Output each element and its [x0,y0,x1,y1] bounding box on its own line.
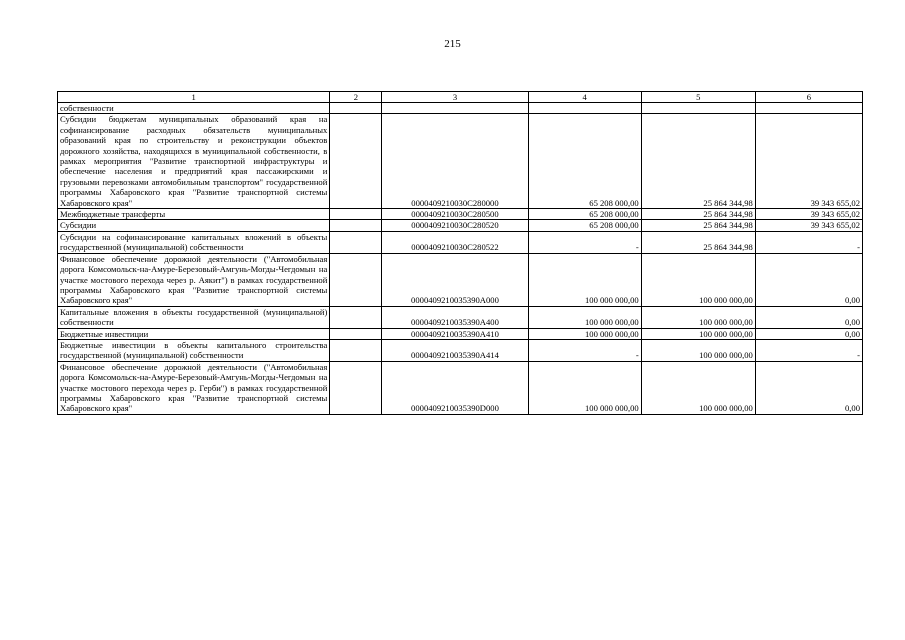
row-approved-amount: - [528,231,641,253]
row-column-2 [330,339,382,361]
row-executed-amount: 25 864 344,98 [641,114,755,209]
row-approved-amount: 100 000 000,00 [528,328,641,339]
table-row [58,209,863,220]
column-header: 4 [528,92,641,103]
row-classification-code: 0000409210035390A414 [382,339,528,361]
row-classification-code: 0000409210035390A000 [382,253,528,306]
row-approved-amount: 65 208 000,00 [528,114,641,209]
row-executed-amount: 25 864 344,98 [641,209,755,220]
row-classification-code: 0000409210030C280520 [382,220,528,231]
page-number: 215 [444,38,461,50]
table-row [58,114,863,209]
budget-table-body [58,92,863,415]
column-header: 6 [755,92,862,103]
row-description: Субсидии [58,220,330,231]
row-approved-amount [528,103,641,114]
row-description: Финансовое обеспечение дорожной деятельности ("Автомобильная дорога Комсомольск-на-Амуре-Березовый-Амгунь-Могды-Чегдомын на участке мостового перехода через р. Аякит") в рамках государственной программы Хабаровского края "Развитие транспортной системы Хабаровского края" [58,253,330,306]
row-classification-code: 0000409210035390A410 [382,328,528,339]
table-row [58,231,863,253]
table-row [58,361,863,414]
row-remaining-amount: 0,00 [755,361,862,414]
row-approved-amount: 100 000 000,00 [528,253,641,306]
row-remaining-amount: 39 343 655,02 [755,209,862,220]
row-column-2 [330,114,382,209]
row-description: Финансовое обеспечение дорожной деятельности ("Автомобильная дорога Комсомольск-на-Амуре-Березовый-Амгунь-Могды-Чегдомын на участке мостового перехода через р. Герби") в рамках государственной программы Хабаровского края "Развитие транспортной системы Хабаровского края" [58,361,330,414]
row-approved-amount: 65 208 000,00 [528,209,641,220]
table-row [58,339,863,361]
row-description: Капитальные вложения в объекты государственной (муниципальной) собственности [58,306,330,328]
budget-table [57,91,863,415]
row-executed-amount: 25 864 344,98 [641,231,755,253]
table-row [58,220,863,231]
row-description: Бюджетные инвестиции в объекты капитального строительства государственной (муниципальной) собственности [58,339,330,361]
table-row [58,306,863,328]
row-classification-code: 0000409210035390D000 [382,361,528,414]
column-header: 3 [382,92,528,103]
row-column-2 [330,209,382,220]
row-column-2 [330,361,382,414]
row-remaining-amount [755,103,862,114]
row-description: Бюджетные инвестиции [58,328,330,339]
row-remaining-amount: 0,00 [755,328,862,339]
row-column-2 [330,328,382,339]
row-column-2 [330,253,382,306]
row-executed-amount: 25 864 344,98 [641,220,755,231]
table-row [58,328,863,339]
row-executed-amount: 100 000 000,00 [641,328,755,339]
row-description: собственности [58,103,330,114]
row-approved-amount: 100 000 000,00 [528,306,641,328]
row-remaining-amount: 39 343 655,02 [755,114,862,209]
row-approved-amount: 100 000 000,00 [528,361,641,414]
row-remaining-amount: 0,00 [755,253,862,306]
row-executed-amount [641,103,755,114]
row-executed-amount: 100 000 000,00 [641,339,755,361]
column-header: 1 [58,92,330,103]
row-description: Субсидии на софинансирование капитальных вложений в объекты государственной (муниципальной) собственности [58,231,330,253]
row-remaining-amount: - [755,339,862,361]
row-remaining-amount: - [755,231,862,253]
row-description: Межбюджетные трансферты [58,209,330,220]
row-classification-code: 0000409210030C280522 [382,231,528,253]
row-approved-amount: - [528,339,641,361]
row-description: Субсидии бюджетам муниципальных образований края на софинансирование расходных обязательств муниципальных образований края по строительству и реконструкции объектов дорожного хозяйства, находящихся в муниципальной собственности, в рамках мероприятия "Развитие транспортной инфраструктуры и обеспечение населения и предприятий края пассажирскими и грузовыми перевозками автомобильным транспортом" государственной программы Хабаровского края "Развитие транспортной системы Хабаровского края" [58,114,330,209]
row-classification-code: 0000409210030C280500 [382,209,528,220]
row-column-2 [330,103,382,114]
table-row [58,103,863,114]
row-column-2 [330,231,382,253]
row-classification-code: 0000409210035390A400 [382,306,528,328]
column-header: 2 [330,92,382,103]
row-remaining-amount: 39 343 655,02 [755,220,862,231]
row-executed-amount: 100 000 000,00 [641,306,755,328]
row-classification-code: 0000409210030C280000 [382,114,528,209]
table-header-row [58,92,863,103]
row-column-2 [330,220,382,231]
row-executed-amount: 100 000 000,00 [641,361,755,414]
row-approved-amount: 65 208 000,00 [528,220,641,231]
row-executed-amount: 100 000 000,00 [641,253,755,306]
column-header: 5 [641,92,755,103]
row-column-2 [330,306,382,328]
row-remaining-amount: 0,00 [755,306,862,328]
table-row [58,253,863,306]
row-classification-code [382,103,528,114]
